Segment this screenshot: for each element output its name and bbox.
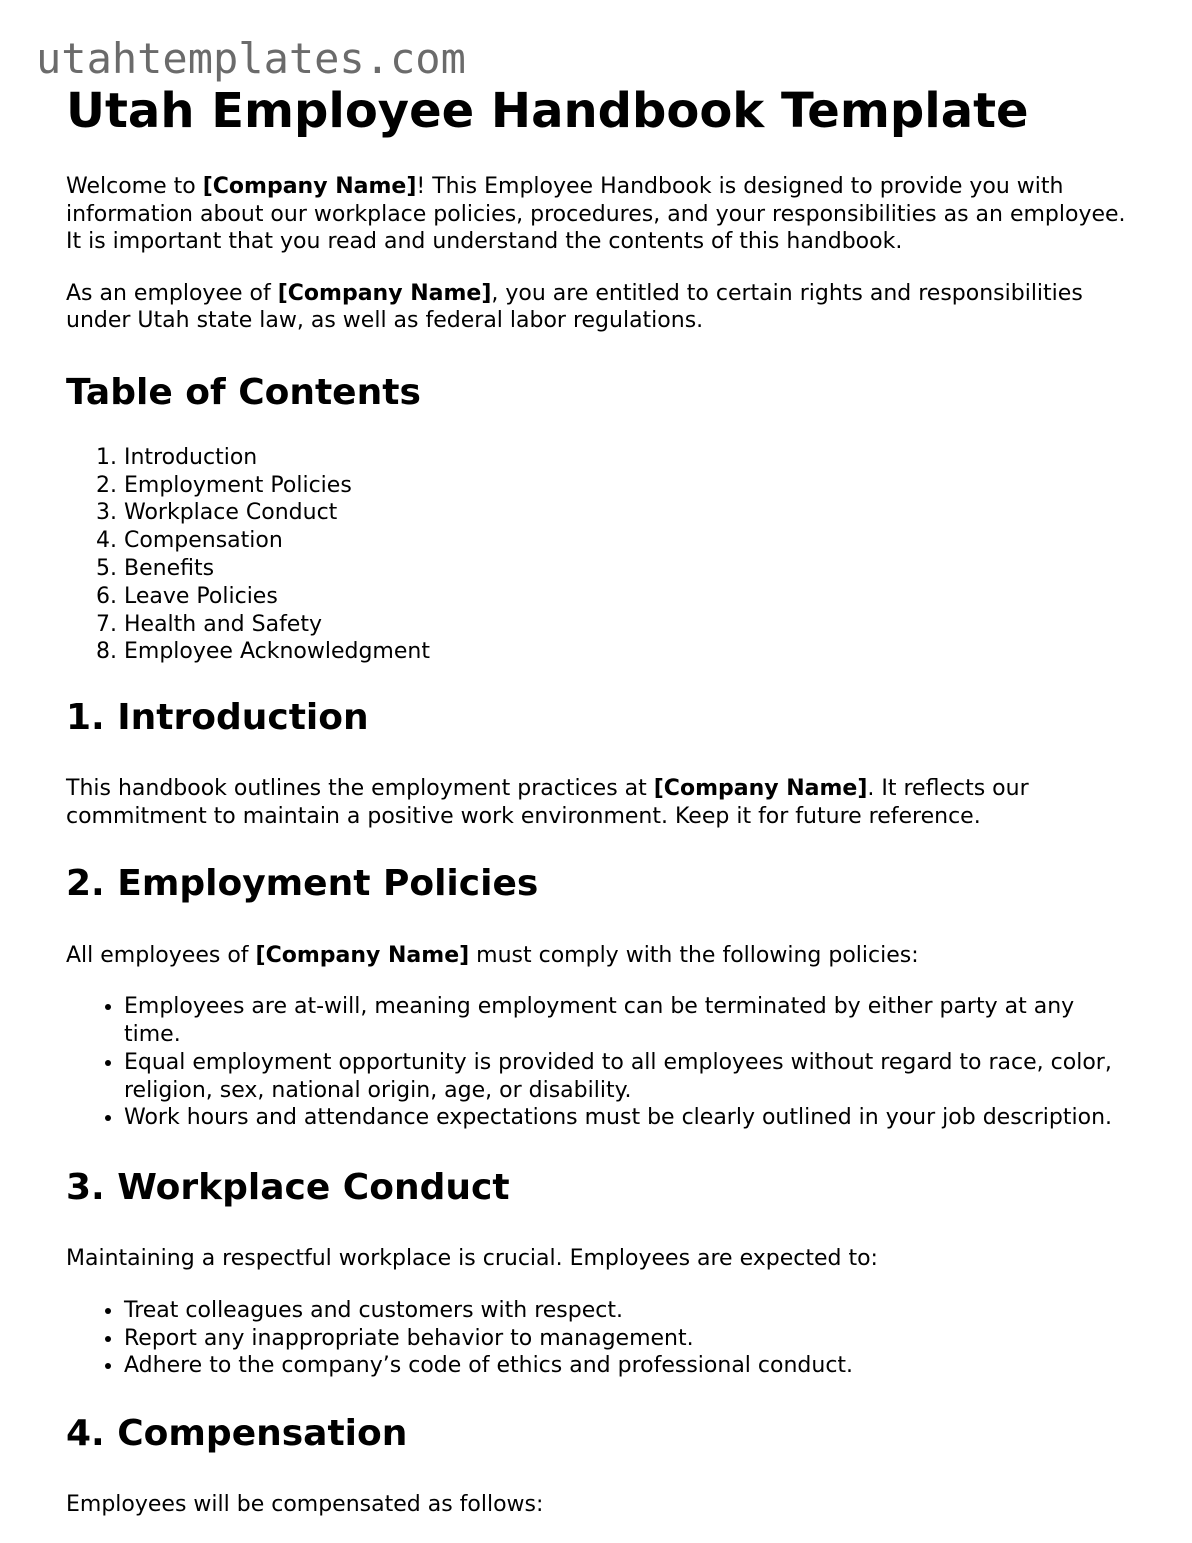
- list-item: • Treat colleagues and customers with respect.: [124, 1297, 1136, 1325]
- toc-item: 6. Leave Policies: [124, 583, 1136, 611]
- toc-item: 3. Workplace Conduct: [124, 499, 1136, 527]
- company-name-placeholder: [Company Name]: [653, 776, 868, 802]
- conduct-paragraph: Maintaining a respectful workplace is crucial. Employees are expected to:: [66, 1246, 878, 1272]
- company-name-placeholder: [Company Name]: [202, 174, 417, 200]
- watermark: utahtemplates.com: [36, 34, 466, 83]
- toc-item: 5. Benefits: [124, 555, 1136, 583]
- intro-paragraph-1: [66, 173, 1136, 256]
- employment-policies-list: [66, 993, 1136, 1132]
- workplace-conduct-list: [66, 1297, 1136, 1380]
- section-text: All employees of: [66, 942, 256, 968]
- toc-item: 8. Employee Acknowledgment: [124, 638, 1136, 666]
- toc-item: 1. Introduction: [124, 444, 1136, 472]
- company-name-placeholder: [Company Name]: [255, 942, 470, 968]
- section-heading-compensation: 4. Compensation: [66, 1413, 408, 1455]
- company-name-placeholder: [Company Name]: [277, 280, 492, 306]
- intro-paragraph-2: [66, 280, 1136, 335]
- intro-text: As an employee of: [66, 280, 278, 306]
- intro-text: ! This Employee Handbook is designed to provide you with information about our workplace policies, procedures, and your responsibilities as an employee. It is important that you read and understand the contents of this handbook.: [66, 174, 1126, 255]
- toc-heading: Table of Contents: [66, 371, 421, 413]
- section-text: . It reflects our commitment to maintain a positive work environment. Keep it for future reference.: [66, 776, 1029, 829]
- section-text: must comply with the following policies:: [469, 942, 919, 968]
- page-title: Utah Employee Handbook Template: [66, 83, 1029, 139]
- toc-item: 4. Compensation: [124, 527, 1136, 555]
- intro-text: Welcome to: [66, 174, 203, 200]
- section-text: This handbook outlines the employment practices at: [66, 776, 654, 802]
- section-heading-workplace-conduct: 3. Workplace Conduct: [66, 1167, 510, 1209]
- list-item: • Equal employment opportunity is provided to all employees without regard to race, color, religion, sex, national origin, age, or disability.: [124, 1049, 1136, 1105]
- table-of-contents: [66, 444, 1136, 666]
- list-item: • Adhere to the company’s code of ethics and professional conduct.: [124, 1352, 1136, 1380]
- compensation-paragraph: Employees will be compensated as follows:: [66, 1492, 544, 1518]
- list-item: • Employees are at-will, meaning employment can be terminated by either party at any time.: [124, 993, 1136, 1049]
- document-body: [66, 84, 1136, 1543]
- toc-item: 7. Health and Safety: [124, 611, 1136, 639]
- list-item: • Work hours and attendance expectations must be clearly outlined in your job description.: [124, 1104, 1136, 1132]
- list-item: • Report any inappropriate behavior to management.: [124, 1325, 1136, 1353]
- intro-text: , you are entitled to certain rights and responsibilities under Utah state law, as well as federal labor regulations.: [66, 280, 1083, 334]
- section-heading-introduction: 1. Introduction: [66, 697, 369, 739]
- employment-paragraph: [66, 942, 1136, 970]
- toc-item: 2. Employment Policies: [124, 472, 1136, 500]
- introduction-paragraph: [66, 775, 1136, 830]
- section-heading-employment-policies: 2. Employment Policies: [66, 863, 539, 905]
